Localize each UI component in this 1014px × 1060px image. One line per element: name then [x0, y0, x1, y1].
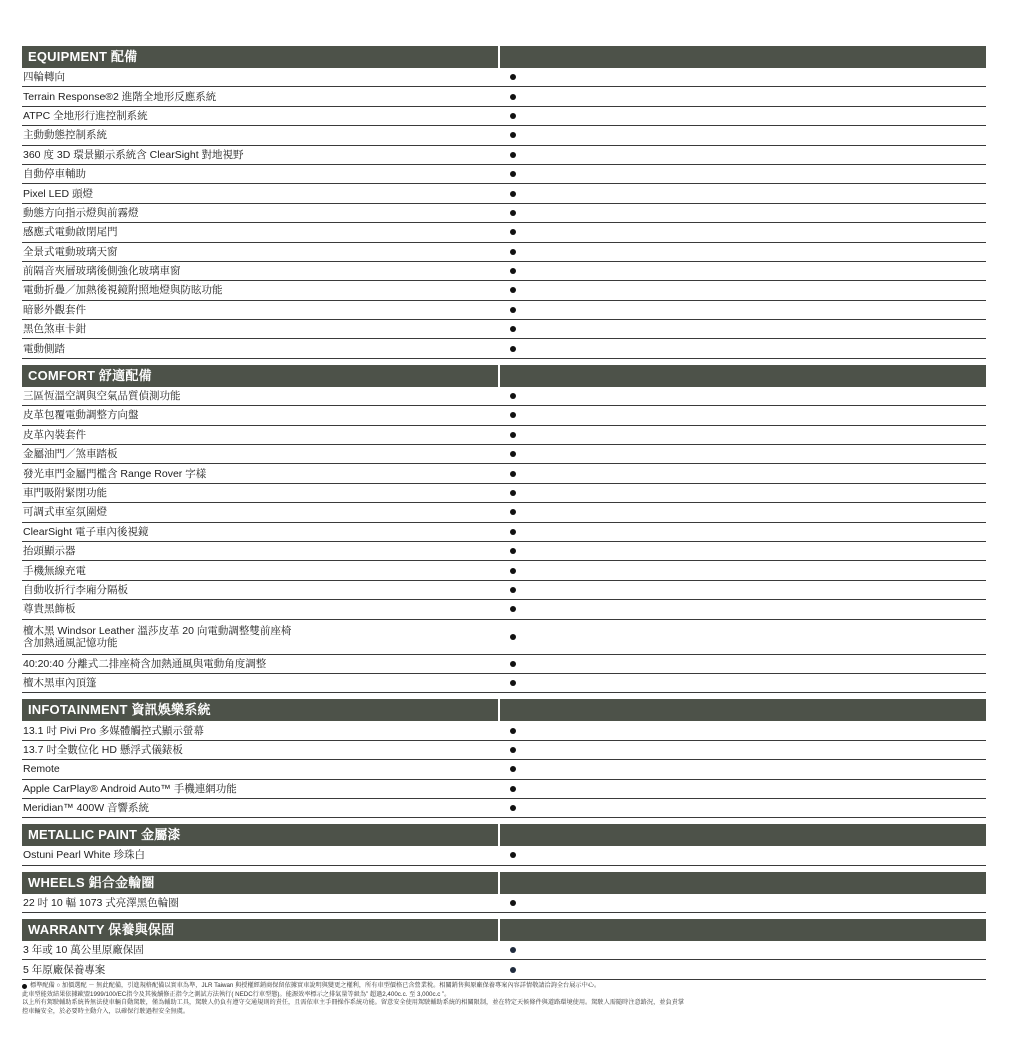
spec-row: [22, 243, 986, 262]
spec-label: 電動折疊／加熱後視鏡附照地燈與防眩功能: [23, 284, 223, 297]
spec-mark: [498, 451, 986, 457]
section-title: INFOTAINMENT 資訊娛樂系統: [22, 699, 498, 721]
spec-label: Apple CarPlay® Android Auto™ 手機連網功能: [23, 782, 237, 795]
spec-row: [22, 165, 986, 184]
spec-mark: [498, 728, 986, 734]
section-header: [22, 46, 986, 68]
spec-row: [22, 721, 986, 740]
spec-mark: [498, 568, 986, 574]
standard-dot-icon: [510, 947, 516, 953]
spec-row: [22, 894, 986, 913]
standard-dot-icon: [510, 728, 516, 734]
spec-row: [22, 426, 986, 445]
spec-mark: [498, 786, 986, 792]
spec-label: 皮革包覆電動調整方向盤: [23, 409, 139, 422]
standard-dot-icon: [510, 766, 516, 772]
standard-dot-icon: [510, 634, 516, 640]
spec-mark: [498, 490, 986, 496]
standard-dot-icon: [510, 852, 516, 858]
spec-label: 抬頭顯示器: [23, 545, 76, 558]
standard-dot-icon: [510, 548, 516, 554]
spec-label: 暗影外觀套件: [23, 303, 86, 316]
spec-sheet: [22, 46, 986, 980]
standard-dot-icon: [510, 268, 516, 274]
spec-label: Pixel LED 頭燈: [23, 187, 94, 200]
standard-dot-icon: [510, 171, 516, 177]
spec-row: [22, 107, 986, 126]
spec-mark: [498, 132, 986, 138]
spec-row: [22, 184, 986, 203]
section-header: [22, 699, 986, 721]
standard-dot-icon: [510, 191, 516, 197]
spec-row: [22, 339, 986, 358]
spec-mark: [498, 113, 986, 119]
spec-row: [22, 620, 986, 655]
spec-row: [22, 301, 986, 320]
section-title: COMFORT 舒適配備: [22, 365, 498, 387]
spec-mark: [498, 661, 986, 667]
standard-dot-icon: [510, 786, 516, 792]
spec-mark: [498, 634, 986, 640]
spec-row: [22, 523, 986, 542]
spec-mark: [498, 268, 986, 274]
spec-row: [22, 68, 986, 87]
spec-mark: [498, 346, 986, 352]
standard-dot-icon: [510, 680, 516, 686]
spec-label: ClearSight 電子車內後視鏡: [23, 525, 149, 538]
spec-row: [22, 503, 986, 522]
spec-label: 全景式電動玻璃天窗: [23, 245, 118, 258]
spec-mark: [498, 606, 986, 612]
spec-mark: [498, 852, 986, 858]
standard-dot-icon: [510, 132, 516, 138]
standard-dot-icon: [510, 509, 516, 515]
spec-mark: [498, 326, 986, 332]
section-title: METALLIC PAINT 金屬漆: [22, 824, 498, 846]
spec-mark: [498, 471, 986, 477]
standard-dot-icon: [510, 587, 516, 593]
standard-dot-icon: [510, 412, 516, 418]
spec-label: 可調式車室氛圍燈: [23, 506, 107, 519]
standard-dot-icon: [510, 287, 516, 293]
spec-label: 電動側踏: [23, 342, 65, 355]
spec-mark: [498, 680, 986, 686]
spec-row: [22, 87, 986, 106]
spec-row: [22, 146, 986, 165]
standard-dot-icon: [510, 451, 516, 457]
standard-dot-icon: [510, 74, 516, 80]
spec-row: [22, 126, 986, 145]
spec-mark: [498, 171, 986, 177]
spec-row: [22, 846, 986, 865]
spec-mark: [498, 152, 986, 158]
section-header: [22, 824, 986, 846]
spec-row: [22, 387, 986, 406]
spec-mark: [498, 548, 986, 554]
standard-dot-icon: [510, 94, 516, 100]
spec-mark: [498, 509, 986, 515]
spec-label: 40:20:40 分離式二排座椅含加熱通風與電動角度調整: [23, 657, 267, 670]
section-title: WARRANTY 保養與保固: [22, 919, 498, 941]
standard-dot-icon: [510, 393, 516, 399]
spec-mark: [498, 229, 986, 235]
spec-label: 皮革內裝套件: [23, 428, 86, 441]
spec-label: Remote: [23, 763, 60, 776]
section-header-fill: [500, 919, 986, 941]
spec-mark: [498, 287, 986, 293]
spec-row: [22, 204, 986, 223]
standard-dot-icon: [510, 568, 516, 574]
standard-dot-icon: [510, 661, 516, 667]
spec-mark: [498, 412, 986, 418]
spec-row: [22, 445, 986, 464]
standard-dot-icon: [510, 967, 516, 973]
standard-dot-icon: [510, 606, 516, 612]
spec-label: 黑色煞車卡鉗: [23, 323, 86, 336]
spec-mark: [498, 307, 986, 313]
spec-label: ATPC 全地形行進控制系統: [23, 109, 148, 122]
spec-label: 檀木黑車內頂篷: [23, 677, 97, 690]
spec-row: [22, 223, 986, 242]
standard-dot-icon: [510, 529, 516, 535]
spec-row: [22, 960, 986, 979]
spec-label: 三區恆溫空調與空氣品質偵測功能: [23, 390, 181, 403]
spec-mark: [498, 747, 986, 753]
section-header-fill: [500, 365, 986, 387]
section-title: WHEELS 鋁合金輪圈: [22, 872, 498, 894]
section-header-fill: [500, 699, 986, 721]
standard-dot-icon: [510, 900, 516, 906]
spec-label: 檀木黑 Windsor Leather 溫莎皮革 20 向電動調整雙前座椅 含加熱通風記憶功能: [23, 624, 292, 649]
spec-label: 3 年或 10 萬公里原廠保固: [23, 944, 144, 957]
spec-mark: [498, 967, 986, 973]
footnotes: [22, 982, 986, 1016]
spec-mark: [498, 249, 986, 255]
spec-label: 四輪轉向: [23, 71, 65, 84]
spec-mark: [498, 529, 986, 535]
note-driver-assist: 以上所有駕駛輔助系統皆無法使車輛自動駕駛，僅為輔助工具，駕駛人仍負有遵守交通規則的責任，且需依車主手冊操作系統功能。留意安全使用駕駛輔助系統的相關限制，並在特定天候條件與道路環境使用。駕駛人需隨時注意路況，並負責掌: [22, 999, 685, 1007]
standard-dot-icon: [510, 113, 516, 119]
spec-row: [22, 941, 986, 960]
spec-label: 360 度 3D 環景顯示系統含 ClearSight 對地視野: [23, 148, 244, 161]
spec-label: 22 吋 10 輻 1073 式亮澤黑色輪圈: [23, 896, 179, 909]
spec-row: [22, 655, 986, 674]
spec-label: 自動收折行李廂分隔板: [23, 583, 128, 596]
spec-label: 13.1 吋 Pivi Pro 多媒體觸控式顯示螢幕: [23, 724, 204, 737]
note-emissions: 此車型能效結果依據歐盟1999/100/EC指令及其後續修正指令之測試方法執行( NEDC行車型態)。能源效率標示之排氣量等級為” 超過2,400c.c. 至 3,000c.c ”。: [22, 990, 451, 998]
spec-mark: [498, 74, 986, 80]
note-driver-assist-cont: 控車輛安全，於必要時主動介入，以確保行駛過程安全無虞。: [22, 1007, 190, 1015]
standard-dot-icon: [510, 152, 516, 158]
standard-dot-icon: [22, 984, 27, 989]
spec-label: 5 年原廠保養專案: [23, 963, 106, 976]
spec-row: [22, 561, 986, 580]
spec-row: [22, 262, 986, 281]
standard-dot-icon: [510, 229, 516, 235]
spec-row: [22, 484, 986, 503]
spec-label: 金屬油門／煞車踏板: [23, 448, 118, 461]
spec-label: 尊貴黑飾板: [23, 603, 76, 616]
standard-dot-icon: [510, 326, 516, 332]
spec-mark: [498, 900, 986, 906]
spec-mark: [498, 393, 986, 399]
spec-mark: [498, 432, 986, 438]
spec-mark: [498, 587, 986, 593]
spec-label: 13.7 吋全數位化 HD 懸浮式儀錶板: [23, 743, 183, 756]
spec-row: [22, 320, 986, 339]
spec-row: [22, 542, 986, 561]
spec-label: 主動動態控制系統: [23, 129, 107, 142]
standard-dot-icon: [510, 805, 516, 811]
legend-text: 標準配備 ○ 加價選配 － 無此配備，引進規格配備以實車為準，JLR Taiwan 與授權經銷商保留依據實車說明與變更之權利，所有車型價格已含營業稅。相關銷售與原廠保養專案內容詳情敬請洽詢全台展示中心。: [30, 982, 601, 989]
section-header: [22, 872, 986, 894]
spec-row: [22, 406, 986, 425]
spec-label: 手機無線充電: [23, 564, 86, 577]
spec-label: 動態方向指示燈與前霧燈: [23, 206, 139, 219]
spec-row: [22, 780, 986, 799]
spec-row: [22, 760, 986, 779]
spec-mark: [498, 947, 986, 953]
standard-dot-icon: [510, 249, 516, 255]
spec-row: [22, 600, 986, 619]
spec-label: Terrain Response®2 進階全地形反應系統: [23, 90, 217, 103]
spec-row: [22, 741, 986, 760]
spec-row: [22, 799, 986, 818]
section-header: [22, 919, 986, 941]
standard-dot-icon: [510, 471, 516, 477]
section-header: [22, 365, 986, 387]
spec-mark: [498, 766, 986, 772]
spec-label: Ostuni Pearl White 珍珠白: [23, 849, 145, 862]
spec-row: [22, 581, 986, 600]
spec-mark: [498, 805, 986, 811]
spec-mark: [498, 210, 986, 216]
standard-dot-icon: [510, 490, 516, 496]
spec-mark: [498, 94, 986, 100]
spec-label: 前隔音夾層玻璃後側強化玻璃車窗: [23, 265, 181, 278]
spec-label: 自動停車輔助: [23, 168, 86, 181]
standard-dot-icon: [510, 210, 516, 216]
spec-row: [22, 674, 986, 693]
spec-label: 發光車門金屬門檻含 Range Rover 字樣: [23, 467, 207, 480]
spec-row: [22, 464, 986, 483]
legend-line: [22, 982, 986, 991]
standard-dot-icon: [510, 747, 516, 753]
spec-row: [22, 281, 986, 300]
section-header-fill: [500, 824, 986, 846]
standard-dot-icon: [510, 307, 516, 313]
spec-mark: [498, 191, 986, 197]
standard-dot-icon: [510, 346, 516, 352]
spec-label: Meridian™ 400W 音響系統: [23, 802, 150, 815]
section-title: EQUIPMENT 配備: [22, 46, 498, 68]
section-header-fill: [500, 46, 986, 68]
section-header-fill: [500, 872, 986, 894]
standard-dot-icon: [510, 432, 516, 438]
spec-label: 感應式電動啟閉尾門: [23, 226, 118, 239]
spec-label: 車門吸附緊閉功能: [23, 487, 107, 499]
